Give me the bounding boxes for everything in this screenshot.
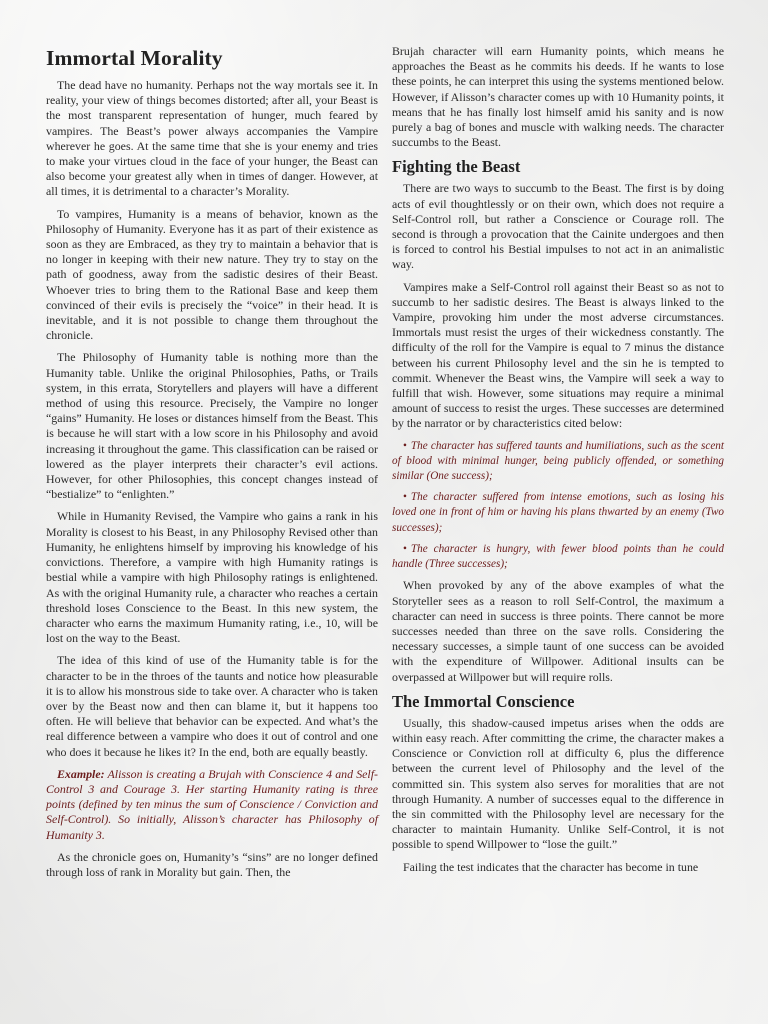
paragraph: The Philosophy of Humanity table is nothing more than the Humanity table. Unlike the original Philosophies, Paths, or Trails system, in this errata, Storytellers and players will have a different method of using this resource. Precisely, the Vampire no longer “gains” Humanity. He loses or distances himself from the Beast. This is because he will start with a low score in his Philosophy and avoid increasing it throughout the game. This classification can be raised or lowered as the player interprets their character’s evil actions. However, for other Philosophies, this concept changes instead of “bestialize” to “enlighten.” [46, 350, 378, 502]
right-column [392, 44, 724, 882]
paragraph: To vampires, Humanity is a means of behavior, known as the Philosophy of Humanity. Everyone has it as part of their existence as soon as they are Embraced, as they try to maintain a behavior that is no longer in keeping with their new nature. They try to stay on the path of goodness, away from the sadistic desires of their Beast. Whoever tries to bring them to the Rational Base and keep them convinced of their evils is precisely the “voice” in their head. It is inevitable, and it is not possible to change them throughout the chronicle. [46, 206, 378, 343]
paragraph: Failing the test indicates that the character has become in tune [403, 859, 699, 874]
paragraph: The dead have no humanity. Perhaps not the way mortals see it. In reality, your view of things becomes distorted; after all, your Beast is the most transparent representation of hunger, much feared by vampires. The Beast’s power always accompanies the Vampire wherever he goes. At the same time that she is your enemy and tries to make your virtues cloud in the face of your hunger, the Beast can also become your greatest ally when in times of danger. However, at all times, it is detrimental to a character’s Morality. [46, 78, 378, 199]
paragraph: As the chronicle goes on, Humanity’s “sins” are no longer defined through loss of rank in Morality but gain. Then, the [46, 849, 378, 879]
paragraph-continuation: Brujah character will earn Humanity points, which means he approaches the Beast as he commits his deeds. If he wants to lose these points, he can interpret this using the systems mentioned below. However, if Alisson’s character comes up with 10 Humanity points, it means that he has finally lost himself amid his sanity and is now purely a bag of bones and muscle with walking needs. The character succumbs to the Beast. [392, 44, 724, 150]
bullet-list [392, 439, 724, 573]
example-text: Alisson is creating a Brujah with Conscience 4 and Self-Control 3 and Courage 3. Her starting Humanity rating is three points (defined by ten minus the sum of Conscience / Conviction and Self-Control). So initially, Alisson’s character has Philosophy of Humanity 3. [46, 766, 378, 842]
paragraph: Vampires make a Self-Control roll against their Beast so as not to succumb to her sadistic desires. The Beast is always linked to the Vampire, provoking him under the most adverse circumstances. Immortals must resist the urges of their wickedness constantly. The difficulty of the roll for the Vampire is equal to 7 minus the distance between his current Philosophy level and the sin he is tempted to commit. Whenever the Beast wins, the Vampire will seek a way to fulfill that wish. However, some situations may require a minimal amount of success to resist the urges. These successes are determined by the narrator or by characteristics cited below: [392, 279, 724, 431]
section-title-fighting-the-beast: Fighting the Beast [392, 157, 521, 177]
list-item: • The character suffered from intense emotions, such as losing his loved one in front of him or having his plans thwarted by an enemy (Two successes); [392, 491, 724, 534]
paragraph: Usually, this shadow-caused impetus arises when the odds are within easy reach. After committing the crime, the character makes a Conscience or Conviction roll at difficulty 6, plus the difference between the current level of Philosophy and the level of the committed sin. This system also serves for moralities that are not through Humanity. A number of successes equal to the difference in the sin committed with the Philosophy level are necessary for the character to maintain Humanity. Unlike Self-Control, it is not possible to spend Willpower to “lose the guilt.” [392, 715, 724, 852]
section-title-immortal-conscience: The Immortal Conscience [392, 691, 575, 711]
left-column [46, 44, 378, 887]
example-box [46, 767, 378, 843]
paragraph: The idea of this kind of use of the Humanity table is for the character to be in the throes of the taunts and notice how pleasurable it is to allow his monstrous side to take over. A character who is taken over by the Beast now and then can blame it, but it happens too often. He will believe that behavior can be expected. And what’s the real difference between a vampire who does it out of control and one who does it because he likes it? In the end, both are equally beastly. [46, 653, 378, 759]
example-lead: Example: [57, 766, 105, 781]
paragraph: There are two ways to succumb to the Beast. The first is by doing acts of evil thoughtlessly or on their own, which does not require a Self-Control roll, but rather a Conscience or Courage roll. The second is through a provocation that the Cainite undergoes and then is forced to control his Bestial impulses to not act in an animalistic way. [392, 181, 724, 272]
list-item: • The character has suffered taunts and humiliations, such as the scent of blood with minimal hunger, being publicly offended, or something similar (One success); [392, 439, 724, 483]
paragraph: While in Humanity Revised, the Vampire who gains a rank in his Morality is closest to his Beast, in any Philosophy Revised other than Humanity, he enlightens himself by improving his knowledge of his convictions. Therefore, a vampire with high Humanity ratings is bestial while a vampire with high Philosophy ratings is enlightened. As with the original Humanity rule, a character who reaches a certain threshold loses Conscience to the Beast. In this new system, the character who earns the maximum Humanity rating, i.e., 10, will be lost on the way to the Beast. [46, 509, 378, 646]
list-item: • The character is hungry, with fewer blood points than he could handle (Three successes); [392, 542, 724, 571]
paragraph: When provoked by any of the above examples of what the Storyteller sees as a reason to roll Self-Control, the maximum a character can need in success is three points. There cannot be more successes needed than three on the save rolls. Considering the necessary successes, a simple taunt of one success can be avoided with the expenditure of Willpower. Aditional insults can be overpassed at Willpower but will require rolls. [392, 578, 724, 684]
section-title-immortal-morality: Immortal Morality [46, 46, 223, 70]
